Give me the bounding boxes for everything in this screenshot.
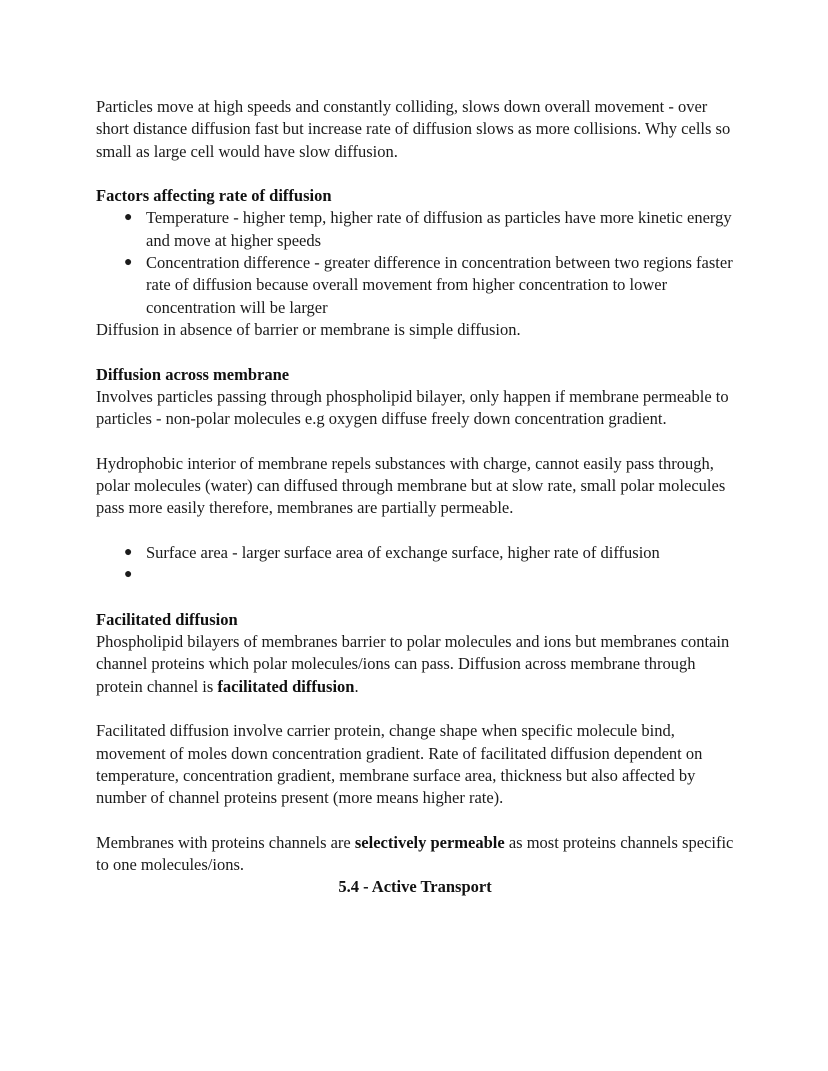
membrane-paragraph: Involves particles passing through phospholipid bilayer, only happen if membrane permeable to particles - non-polar molecules e.g oxygen diffuse freely down concentration gradient.: [96, 386, 729, 429]
facilitated-term-bold: facilitated diffusion: [217, 676, 355, 696]
paragraph-spacer: [96, 810, 734, 832]
list-item-text: Surface area - larger surface area of exchange surface, higher rate of diffusion: [146, 542, 660, 562]
intro-paragraph: Particles move at high speeds and constantly colliding, slows down overall movement - over short distance diffusion fast but increase rate of diffusion slows as more collisions. Why cells so small as large cell would have slow diffusion.: [96, 97, 731, 161]
section-heading: 5.4 - Active Transport: [338, 877, 492, 897]
selective-text-lead: Membranes with proteins channels are: [96, 832, 355, 852]
paragraph-spacer: [96, 430, 734, 452]
facilitated-text-tail: .: [354, 676, 359, 696]
list-item: [96, 207, 734, 252]
facilitated-heading: Facilitated diffusion: [96, 609, 238, 629]
bullet-dot-icon: ●: [124, 255, 133, 271]
hydrophobic-paragraph: Hydrophobic interior of membrane repels substances with charge, cannot easily pass through, polar molecules (water) can diffused through membrane but at slow rate, small polar molecules pass more easily therefore, membranes are partially permeable.: [96, 453, 726, 518]
membrane-bullet-list: [96, 542, 734, 587]
list-item: [96, 252, 734, 319]
paragraph-spacer: [96, 698, 734, 720]
facilitated-text-lead: Phospholipid bilayers of membranes barrier to polar molecules and ions but membranes contain channel proteins which polar molecules/ions can pass. Diffusion across membrane through protein channel is: [96, 632, 730, 696]
paragraph-spacer: [96, 341, 734, 363]
factors-heading: Factors affecting rate of diffusion: [96, 186, 332, 206]
list-item-text: Temperature - higher temp, higher rate of diffusion as particles have more kinetic energy and move at higher speeds: [146, 208, 732, 250]
bullet-dot-icon: ●: [124, 567, 133, 583]
facilitated-paragraph: [96, 631, 734, 698]
paragraph-spacer: [96, 163, 734, 185]
paragraph-spacer: [96, 587, 734, 609]
list-item-text: Concentration difference - greater difference in concentration between two regions faster rate of diffusion because overall movement from higher concentration to lower concentration will be larger: [146, 253, 733, 317]
list-item: [96, 564, 734, 586]
selectively-permeable-paragraph: [96, 832, 734, 877]
carrier-protein-paragraph: Facilitated diffusion involve carrier protein, change shape when specific molecule bind, movement of moles down concentration gradient. Rate of facilitated diffusion dependent on temperature, concentration gradient, membrane surface area, thickness but also affected by number of channel proteins present (more means higher rate).: [96, 721, 703, 808]
bullet-dot-icon: ●: [124, 210, 133, 226]
membrane-heading: Diffusion across membrane: [96, 364, 290, 384]
selective-text-tail: as most proteins channels specific to one molecules/ions.: [96, 832, 734, 875]
document-body: [96, 96, 734, 899]
paragraph-spacer: [96, 520, 734, 542]
simple-diffusion-line: Diffusion in absence of barrier or membrane is simple diffusion.: [96, 319, 521, 339]
bullet-dot-icon: ●: [124, 544, 133, 560]
selective-term-bold: selectively permeable: [354, 832, 505, 852]
factors-bullet-list: [96, 207, 734, 318]
list-item: [96, 542, 734, 564]
